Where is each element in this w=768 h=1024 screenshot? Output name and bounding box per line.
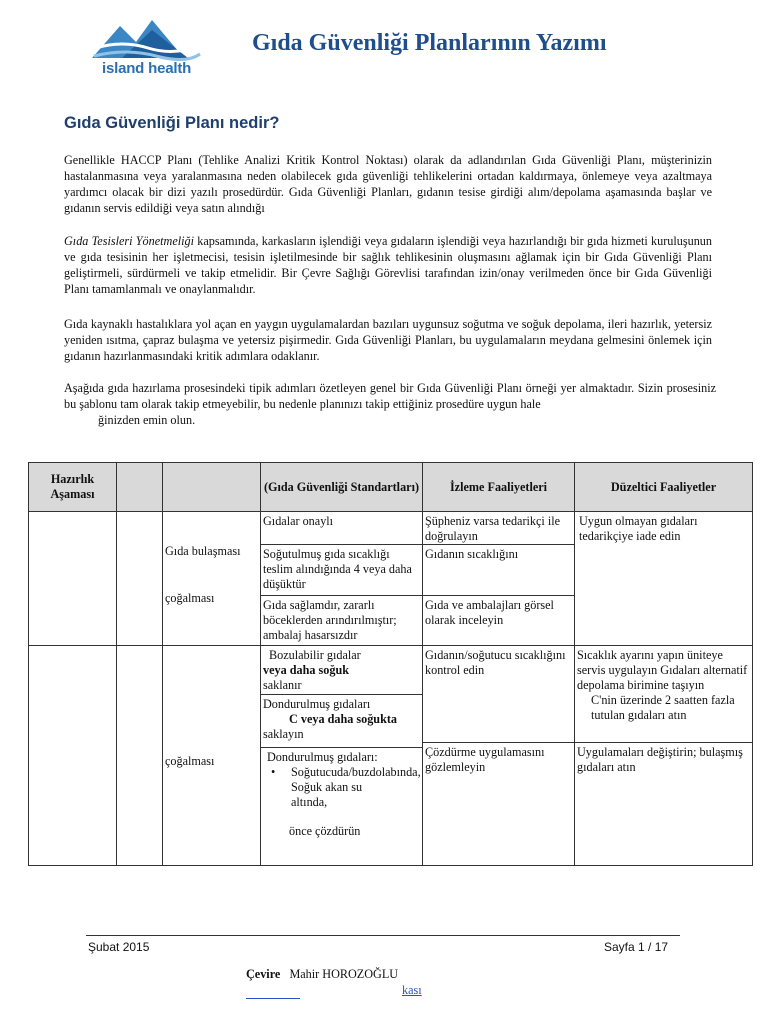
paragraph-causes: Gıda kaynaklı hastalıklara yol açan en yaygın uygulamalardan bazıları uygunsuz soğutma ve soğuk depolama, ileri hazırlık, yetersiz yeniden ısıtma, çapraz bulaşma ve yetersiz pişirmedir. Gıda Güvenliği Planları, bu uygulamaların meydana gelmesini önlemek için gıdanın hazırlanmasındaki kritik adımlara odaklanır. [64,317,712,363]
std-perishable-line3: saklanır [263,678,302,692]
std-thaw-bullet-text: Soğutucuda/buzdolabında, Soğuk akan su altında, [291,765,421,809]
std-perishable-line2: veya daha soğuk [263,663,350,677]
empty-cell [117,512,163,646]
section-heading: Gıda Güvenliği Planı nedir? [64,114,280,132]
monitor-visual: Gıda ve ambalajları görsel olarak inceleyin [423,595,574,630]
corrective-cell [575,512,753,646]
std-frozen-line3: saklayın [263,727,304,741]
standard-sound-food: Gıda sağlamdır, zararlı böceklerden arındırılmıştır; ambalaj hasarsızdır [261,595,422,645]
standard-thawing [261,747,422,841]
standard-cold-temp: Soğutulmuş gıda sıcaklığı teslim alındığında 4 veya daha düşüktür [261,544,422,595]
header-corrective: Düzeltici Faaliyetler [575,463,753,512]
standard-perishable [261,646,422,694]
stage-cell [29,646,117,866]
hazard-growth: çoğalması [165,591,215,605]
header-stage: Hazırlık Aşaması [29,463,117,512]
corrective-cell [575,646,753,866]
table-header-row [29,463,753,512]
hazard-cell [163,512,261,646]
stage-cell [29,512,117,646]
hazard-growth: çoğalması [165,754,215,768]
monitoring-cell [423,512,575,646]
logo-text: island health [102,60,192,77]
mountain-logo-icon [92,18,202,62]
footer-link-blank[interactable] [246,986,300,999]
header-col2 [117,463,163,512]
island-health-logo [92,18,202,80]
header-standards: (Gıda Güvenliği Standartları) [261,463,423,512]
standard-frozen [261,694,422,747]
header-col3 [163,463,261,512]
footer-divider [86,935,680,936]
paragraph-intro: Genellikle HACCP Planı (Tehlike Analizi Kritik Kontrol Noktası) olarak da adlandırılan Gıda Güvenliği Planı, müşterinizin hastalanmasına veya yaralanmasına neden olabilecek gıda güvenliği tehlikelerini ortadan kaldırmaya, önlemeye veya azaltmaya yardımcı olacak bir dizi yazılı prosedürdür. Gıda Güvenliği Planları, gıdanın tesise girdiği alım/depolama aşamasında başlar ve gıdanın servis edildiği veya satın alındığı [64,153,712,215]
standards-cell [261,646,423,866]
paragraph-template-note [64,380,716,428]
monitor-verify-supplier: Şüpheniz varsa tedarikçi ile doğrulayın [425,514,561,543]
corrective-temp-text: Sıcaklık ayarını yapın üniteye servis uygulayın Gıdaları alternatif depolama birimine taşıyın [577,648,748,692]
corrective-temp-discard: C'nin üzerinde 2 saatten fazla tutulan gıdaları atın [591,693,735,722]
regulation-name: Gıda Tesisleri Yönetmeliği [64,234,194,248]
monitoring-cell [423,646,575,866]
std-thaw-line1: Dondurulmuş gıdaları: [267,750,378,764]
document-title: Gıda Güvenliği Planlarının Yazımı [252,30,607,56]
table-row [29,646,753,866]
translator-name: Mahir HOROZOĞLU [289,967,399,981]
footer-translator [246,967,398,982]
std-thaw-last: önce çözdürün [289,824,361,838]
footer-link[interactable]: kası [402,983,422,997]
paragraph-regulation [64,233,712,297]
std-frozen-line2: C veya daha soğukta [289,712,398,726]
footer-page-number: Sayfa 1 / 17 [604,940,669,954]
corrective-temp [575,646,752,742]
standards-cell [261,512,423,646]
std-perishable-line1: Bozulabilir gıdalar [269,648,361,662]
regulation-text: kapsamında, karkasların işlendiği veya gıdaların işlendiği veya hazırlandığı bir gıda hizmeti kuruluşunun ve gıda tesisinin her işletmecisi, tesisin işletilmesinde bir sağlık tehlikesinin oluşmasını ağlamak için bir Gıda Güvenliği Planı geliştirmeli, sürdürmeli ve takip etmelidir. Bir Çevre Sağlığı Görevlisi tarafından izin/onay verilmeden önce bir Gıda Güvenliği Planı tamamlanmalı ve onaylanmalıdır. [64,234,712,296]
monitor-thawing: Çözdürme uygulamasını gözlemleyin [423,742,574,777]
bullet-icon: • [271,765,276,779]
std-frozen-line1: Dondurulmuş gıdaları [263,697,371,711]
hazard-cell [163,646,261,866]
food-safety-plan-table [28,462,753,866]
hazard-contamination: Gıda bulaşması [165,544,241,558]
empty-cell [117,646,163,866]
monitor-storage-temp: Gıdanın/soğutucu sıcaklığını kontrol edin [425,648,566,677]
footer-date: Şubat 2015 [88,940,150,954]
corrective-practice: Uygulamaları değiştirin; bulaşmış gıdaları atın [575,742,752,777]
header-monitoring: İzleme Faaliyetleri [423,463,575,512]
template-note-text: Aşağıda gıda hazırlama prosesindeki tipik adımları özetleyen genel bir Gıda Güvenliği Planı örneği yer almaktadır. Sizin prosesiniz bu şablonu tam olarak takip etmeyebilir, bu nedenle planınızı takip ettiğiniz prosedüre uygun hale [64,381,716,411]
translator-label: Çevire [246,967,281,981]
standard-approved: Gıdalar onaylı [263,514,334,528]
std-thaw-bullet [263,765,420,810]
table-row [29,512,753,646]
corrective-return: Uygun olmayan gıdaları tedarikçiye iade edin [579,514,698,543]
template-note-last-line: ğinizden emin olun. [98,413,196,427]
monitor-temperature: Gıdanın sıcaklığını [423,544,574,595]
